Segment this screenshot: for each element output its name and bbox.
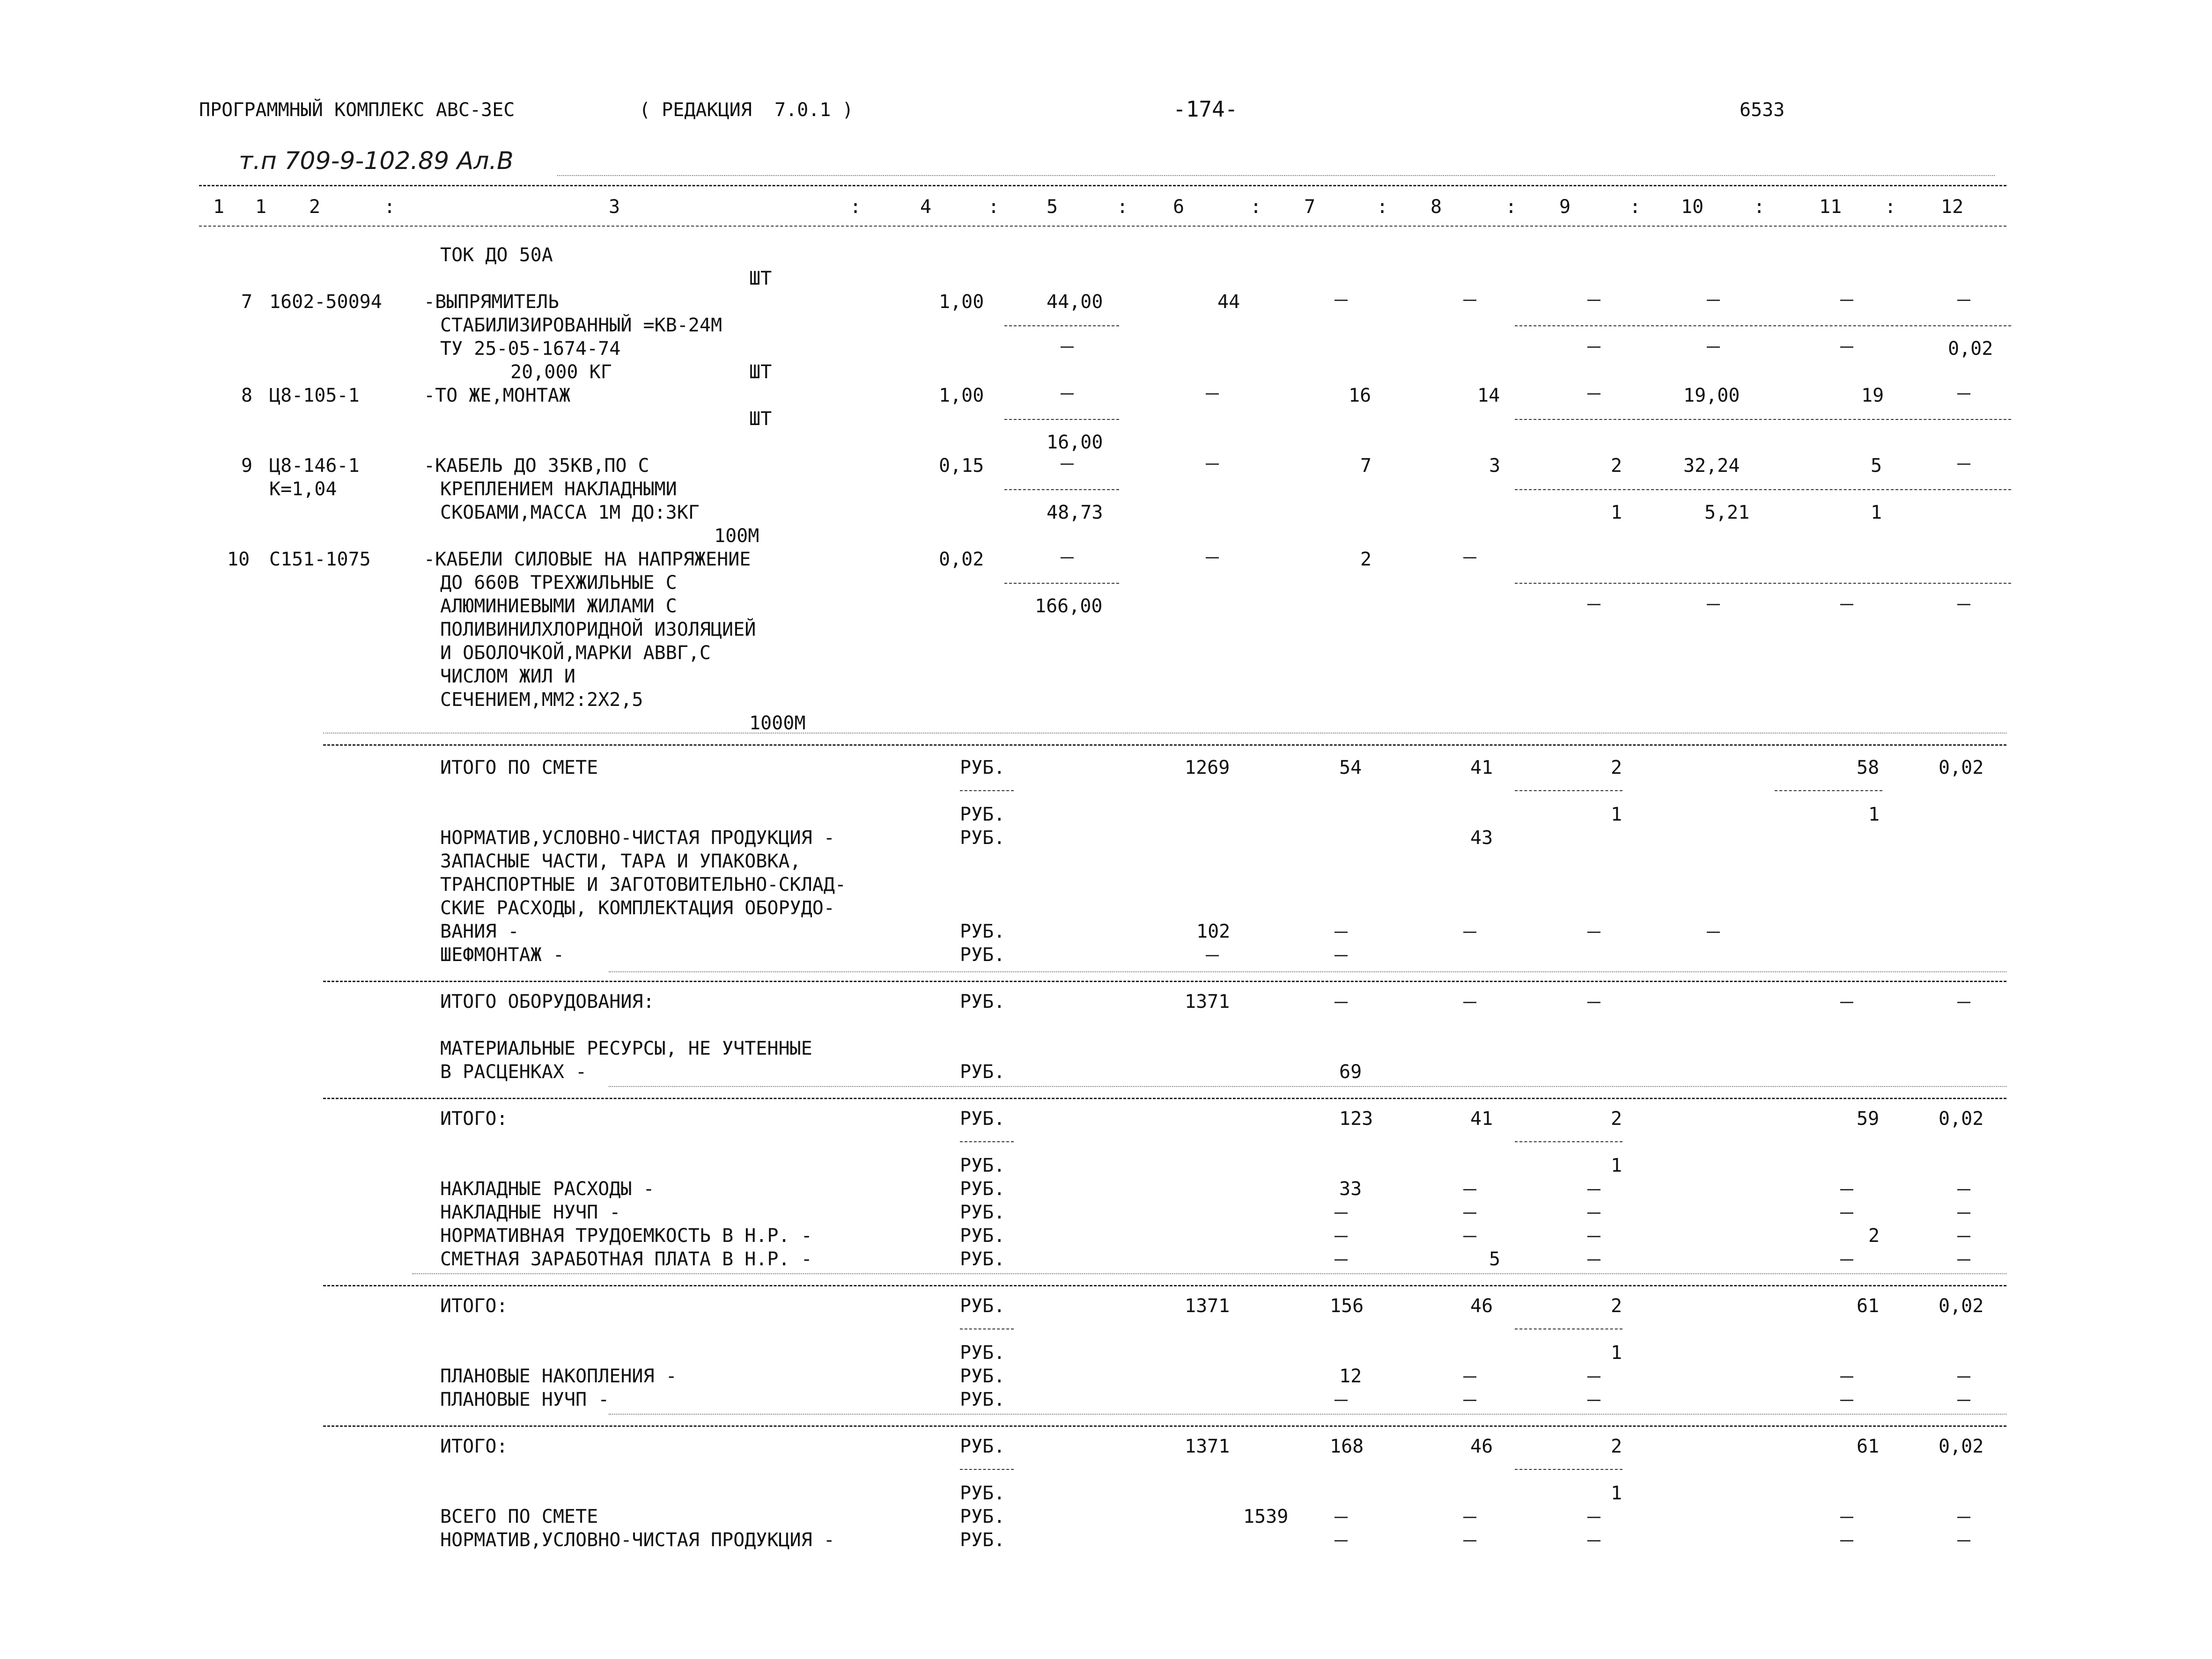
- dash-mark: [1463, 1517, 1476, 1518]
- overhead-unit: РУБ.: [960, 1248, 1005, 1270]
- fraction-line: [1004, 489, 1119, 490]
- norm-line: ВАНИЯ -: [440, 921, 519, 942]
- quantity: 1,00: [939, 291, 984, 313]
- fraction-line: [960, 1141, 1014, 1142]
- row-number: 7: [241, 291, 253, 313]
- col-header: :: [1630, 196, 1641, 218]
- quantity: 0,02: [939, 549, 984, 570]
- dash-mark: [1335, 300, 1348, 301]
- total-col9-bottom: 1: [1611, 1483, 1622, 1504]
- total-col8: 46: [1470, 1295, 1493, 1317]
- item-name-line: -ТО ЖЕ,МОНТАЖ: [424, 385, 571, 406]
- dash-mark: [1061, 393, 1074, 395]
- dash-mark: [1840, 1259, 1853, 1261]
- dash-mark: [1840, 346, 1853, 348]
- item-name-line: ДО 660В ТРЕХЖИЛЬНЫЕ С: [440, 572, 677, 594]
- total-col12: 0,02: [1939, 1436, 1984, 1457]
- dash-mark: [1463, 557, 1476, 558]
- cost-col7: 2: [1360, 549, 1372, 570]
- planned-line: ПЛАНОВЫЕ НУЧП -: [440, 1389, 610, 1410]
- fraction-line: [960, 1469, 1014, 1470]
- total-col6: 1269: [1185, 757, 1230, 778]
- dash-mark: [1335, 955, 1348, 956]
- dash-mark: [1840, 1189, 1853, 1190]
- dash-mark: [1840, 604, 1853, 605]
- item-unit: ШТ: [749, 268, 772, 289]
- item-name-line: -КАБЕЛЬ ДО 35КВ,ПО С: [424, 455, 649, 477]
- overhead-unit: РУБ.: [960, 1202, 1005, 1223]
- grand-norm-label: НОРМАТИВ,УСЛОВНО-ЧИСТАЯ ПРОДУКЦИЯ -: [440, 1529, 835, 1551]
- total-col8: 41: [1470, 1108, 1493, 1130]
- rate-code: С151-1075: [269, 549, 371, 570]
- section-rule: [323, 1425, 2006, 1427]
- total-col7: 54: [1339, 757, 1362, 778]
- dash-mark: [1061, 463, 1074, 465]
- dash-mark: [1587, 1189, 1600, 1190]
- total-col7: 123: [1339, 1108, 1373, 1130]
- dash-mark: [1840, 1400, 1853, 1401]
- norm-unit: РУБ.: [960, 827, 1005, 849]
- col-header: :: [1377, 196, 1388, 218]
- total-col9-bottom: 1: [1611, 804, 1622, 825]
- total-col11: 61: [1857, 1436, 1880, 1457]
- fraction-line: [1515, 1141, 1622, 1142]
- item-unit: ШТ: [749, 408, 772, 430]
- dash-mark: [1206, 463, 1219, 465]
- total-col7: 156: [1330, 1295, 1364, 1317]
- fraction-line: [1515, 489, 2011, 490]
- dash-mark: [1957, 1376, 1970, 1378]
- item-name-line: ТУ 25-05-1674-74: [440, 338, 621, 360]
- col-header: 5: [1047, 196, 1058, 218]
- dash-mark: [1206, 955, 1219, 956]
- dash-mark: [1707, 300, 1720, 301]
- total-col9: 2: [1611, 1436, 1622, 1457]
- dash-mark: [1840, 1212, 1853, 1214]
- dash-mark: [1587, 1540, 1600, 1542]
- dash-mark: [1061, 557, 1074, 558]
- total-col9: 2: [1611, 1108, 1622, 1130]
- item-name-line: АЛЮМИНИЕВЫМИ ЖИЛАМИ С: [440, 595, 677, 617]
- dash-mark: [1957, 1002, 1970, 1003]
- section-rule: [323, 1098, 2006, 1099]
- total-unit: РУБ.: [960, 1108, 1005, 1130]
- dotted-rule: [412, 1273, 2006, 1274]
- total-col11: 61: [1857, 1295, 1880, 1317]
- dash-mark: [1840, 1517, 1853, 1518]
- materials-col7: 69: [1339, 1061, 1362, 1083]
- cost-col10-bottom: 5,21: [1704, 502, 1750, 523]
- dash-mark: [1335, 1002, 1348, 1003]
- unit-price-bottom: 48,73: [1047, 502, 1103, 523]
- col-header: 7: [1304, 196, 1316, 218]
- total-unit: РУБ.: [960, 1483, 1005, 1504]
- dash-mark: [1587, 1002, 1600, 1003]
- norm-line: СКИЕ РАСХОДЫ, КОМПЛЕКТАЦИЯ ОБОРУДО-: [440, 897, 835, 919]
- dash-mark: [1840, 1376, 1853, 1378]
- total-unit: РУБ.: [960, 804, 1005, 825]
- dash-mark: [1587, 604, 1600, 605]
- dash-mark: [1707, 932, 1720, 933]
- total-unit: РУБ.: [960, 757, 1005, 778]
- materials-line: В РАСЦЕНКАХ -: [440, 1061, 587, 1083]
- fraction-line: [1004, 325, 1119, 326]
- dash-mark: [1707, 604, 1720, 605]
- overhead-line: НАКЛАДНЫЕ РАСХОДЫ -: [440, 1178, 655, 1200]
- dash-mark: [1587, 1400, 1600, 1401]
- item-name-line: ЧИСЛОМ ЖИЛ И: [440, 666, 575, 687]
- dash-mark: [1587, 1212, 1600, 1214]
- item-name-line: СКОБАМИ,МАССА 1М ДО:3КГ: [440, 502, 700, 523]
- row-number: 10: [227, 549, 250, 570]
- materials-unit: РУБ.: [960, 1061, 1005, 1083]
- project-code-handwritten: т.п 709-9-102.89 Ал.В: [239, 147, 514, 175]
- overhead-col11: 2: [1868, 1225, 1880, 1247]
- dash-mark: [1587, 346, 1600, 348]
- dash-mark: [1206, 393, 1219, 395]
- dash-mark: [1335, 1400, 1348, 1401]
- dash-mark: [1206, 557, 1219, 558]
- overhead-unit: РУБ.: [960, 1225, 1005, 1247]
- col-header: 4: [920, 196, 932, 218]
- shefmontazh-unit: РУБ.: [960, 944, 1005, 966]
- norm-line: НОРМАТИВ,УСЛОВНО-ЧИСТАЯ ПРОДУКЦИЯ -: [440, 827, 835, 849]
- dash-mark: [1957, 1236, 1970, 1237]
- total-col9-bottom: 1: [1611, 1155, 1622, 1176]
- dash-mark: [1707, 346, 1720, 348]
- sheet-number: 6533: [1740, 99, 1785, 121]
- section-rule: [323, 981, 2006, 982]
- norm-col8: 43: [1470, 827, 1493, 849]
- col-header: :: [1117, 196, 1128, 218]
- quantity: 1,00: [939, 385, 984, 406]
- item-name-line: СЕЧЕНИЕМ,ММ2:2Х2,5: [440, 689, 643, 711]
- item-name-line: -КАБЕЛИ СИЛОВЫЕ НА НАПРЯЖЕНИЕ: [424, 549, 751, 570]
- dash-mark: [1463, 932, 1476, 933]
- total-label: ИТОГО:: [440, 1108, 508, 1130]
- header-bottom-rule: [199, 226, 2006, 227]
- grand-total-label: ВСЕГО ПО СМЕТЕ: [440, 1506, 598, 1527]
- col-header: 2: [309, 196, 321, 218]
- item-unit: 1000М: [749, 712, 806, 734]
- edition: ( РЕДАКЦИЯ 7.0.1 ): [639, 99, 854, 121]
- dash-mark: [1957, 1259, 1970, 1261]
- total-col11: 58: [1857, 757, 1880, 778]
- col-header: :: [988, 196, 1000, 218]
- fraction-line: [960, 790, 1014, 791]
- fraction-line: [1004, 419, 1119, 420]
- col-header: 9: [1559, 196, 1571, 218]
- col-header: 11: [1819, 196, 1842, 218]
- col-header: 10: [1681, 196, 1704, 218]
- norm-line: ЗАПАСНЫЕ ЧАСТИ, ТАРА И УПАКОВКА,: [440, 851, 801, 872]
- total-col12: 0,02: [1939, 1108, 1984, 1130]
- dotted-rule: [557, 175, 1995, 176]
- total-col9: 2: [1611, 1295, 1622, 1317]
- norm-unit: РУБ.: [960, 921, 1005, 942]
- dash-mark: [1335, 1212, 1348, 1214]
- dash-mark: [1335, 1517, 1348, 1518]
- coefficient: К=1,04: [269, 478, 337, 500]
- dash-mark: [1840, 1002, 1853, 1003]
- rate-code: Ц8-105-1: [269, 385, 360, 406]
- dash-mark: [1957, 463, 1970, 465]
- dash-mark: [1587, 1517, 1600, 1518]
- total-col11: 59: [1857, 1108, 1880, 1130]
- col-header: :: [850, 196, 862, 218]
- cost-col9: 2: [1611, 455, 1622, 477]
- dash-mark: [1587, 1259, 1600, 1261]
- total-col12: 0,02: [1939, 757, 1984, 778]
- page-number: -174-: [1173, 96, 1238, 122]
- planned-line: ПЛАНОВЫЕ НАКОПЛЕНИЯ -: [440, 1365, 677, 1387]
- total-label: ИТОГО ПО СМЕТЕ: [440, 757, 598, 778]
- col-header: :: [1505, 196, 1517, 218]
- item-name-line: И ОБОЛОЧКОЙ,МАРКИ АВВГ,С: [440, 642, 711, 664]
- dash-mark: [1463, 1212, 1476, 1214]
- total-unit: РУБ.: [960, 1295, 1005, 1317]
- cost-col10: 32,24: [1683, 455, 1740, 477]
- table-top-rule: [199, 185, 2006, 186]
- total-col12: 0,02: [1939, 1295, 1984, 1317]
- overhead-col7: 33: [1339, 1178, 1362, 1200]
- total-col6: 1371: [1185, 1295, 1230, 1317]
- dash-mark: [1463, 1189, 1476, 1190]
- total-col9-bottom: 1: [1611, 1342, 1622, 1364]
- cost-col10: 19,00: [1683, 385, 1740, 406]
- cost-col9-bottom: 1: [1611, 502, 1622, 523]
- col-header: 1: [213, 196, 225, 218]
- total-label: ИТОГО ОБОРУДОВАНИЯ:: [440, 991, 655, 1013]
- cost-col8: 14: [1477, 385, 1500, 406]
- cost-equipment: 44: [1217, 291, 1240, 313]
- item-name-line: КРЕПЛЕНИЕМ НАКЛАДНЫМИ: [440, 478, 677, 500]
- col-header: 12: [1941, 196, 1964, 218]
- overhead-line: НАКЛАДНЫЕ НУЧП -: [440, 1202, 621, 1223]
- total-unit: РУБ.: [960, 1155, 1005, 1176]
- row-number: 9: [241, 455, 253, 477]
- rate-code: Ц8-146-1: [269, 455, 360, 477]
- total-label: ИТОГО:: [440, 1295, 508, 1317]
- planned-unit: РУБ.: [960, 1365, 1005, 1387]
- dash-mark: [1957, 1189, 1970, 1190]
- overhead-line: СМЕТНАЯ ЗАРАБОТНАЯ ПЛАТА В Н.Р. -: [440, 1248, 812, 1270]
- dotted-rule: [609, 1086, 2006, 1087]
- grand-total-value: 1539: [1243, 1506, 1289, 1527]
- item-name-line: 20,000 КГ: [510, 361, 612, 383]
- planned-unit: РУБ.: [960, 1389, 1005, 1410]
- dash-mark: [1957, 604, 1970, 605]
- col-header: :: [1250, 196, 1262, 218]
- item-unit: 100М: [714, 525, 759, 547]
- rate-code: 1602-50094: [269, 291, 382, 313]
- total-unit: РУБ.: [960, 1436, 1005, 1457]
- dash-mark: [1957, 1400, 1970, 1401]
- dotted-rule: [609, 971, 2006, 972]
- dash-mark: [1957, 1517, 1970, 1518]
- materials-line: МАТЕРИАЛЬНЫЕ РЕСУРСЫ, НЕ УЧТЕННЫЕ: [440, 1038, 812, 1059]
- row-number: 8: [241, 385, 253, 406]
- total-col8: 46: [1470, 1436, 1493, 1457]
- cost-col11: 5: [1871, 455, 1882, 477]
- dash-mark: [1840, 1540, 1853, 1542]
- dash-mark: [1463, 300, 1476, 301]
- dash-mark: [1335, 932, 1348, 933]
- dotted-rule: [323, 733, 2006, 734]
- dash-mark: [1587, 393, 1600, 395]
- col-header: :: [1885, 196, 1896, 218]
- col-header: :: [1754, 196, 1765, 218]
- grand-norm-unit: РУБ.: [960, 1529, 1005, 1551]
- fraction-line: [1515, 583, 2011, 584]
- total-col6: 1371: [1185, 1436, 1230, 1457]
- dash-mark: [1335, 1259, 1348, 1261]
- item-name-line: -ВЫПРЯМИТЕЛЬ: [424, 291, 559, 313]
- section-rule: [323, 744, 2006, 746]
- norm-col6: 102: [1196, 921, 1231, 942]
- total-col6: 1371: [1185, 991, 1230, 1013]
- unit-price-bottom: 166,00: [1035, 595, 1103, 617]
- dash-mark: [1463, 1540, 1476, 1542]
- fraction-line: [1515, 790, 1622, 791]
- total-col11-bottom: 1: [1868, 804, 1880, 825]
- planned-col7: 12: [1339, 1365, 1362, 1387]
- total-unit: РУБ.: [960, 991, 1005, 1013]
- quantity: 0,15: [939, 455, 984, 477]
- item-name-line: СТАБИЛИЗИРОВАННЫЙ =КВ-24М: [440, 315, 723, 336]
- cost-col7: 16: [1349, 385, 1371, 406]
- dash-mark: [1957, 1540, 1970, 1542]
- program-name: ПРОГРАММНЫЙ КОМПЛЕКС АВС-3ЕС: [199, 99, 515, 121]
- dash-mark: [1957, 1212, 1970, 1214]
- total-col7: 168: [1330, 1436, 1364, 1457]
- fraction-line: [1515, 325, 2011, 326]
- item-name-line: ПОЛИВИНИЛХЛОРИДНОЙ ИЗОЛЯЦИЕЙ: [440, 619, 756, 640]
- dash-mark: [1587, 1236, 1600, 1237]
- cost-col11: 19: [1861, 385, 1884, 406]
- dash-mark: [1335, 1540, 1348, 1542]
- fraction-line: [1515, 419, 2011, 420]
- unit-price: 44,00: [1047, 291, 1103, 313]
- shefmontazh-label: ШЕФМОНТАЖ -: [440, 944, 564, 966]
- cost-col7: 7: [1360, 455, 1372, 477]
- cost-col12-bottom: 0,02: [1948, 338, 1993, 360]
- total-col8: 41: [1470, 757, 1493, 778]
- dotted-rule: [609, 1414, 2006, 1415]
- col-header: :: [384, 196, 396, 218]
- total-col9: 2: [1611, 757, 1622, 778]
- col-header: 1: [255, 196, 267, 218]
- overhead-line: НОРМАТИВНАЯ ТРУДОЕМКОСТЬ В Н.Р. -: [440, 1225, 812, 1247]
- norm-line: ТРАНСПОРТНЫЕ И ЗАГОТОВИТЕЛЬНО-СКЛАД-: [440, 874, 846, 896]
- item-name-line: ТОК ДО 50А: [440, 244, 553, 266]
- fraction-line: [1004, 583, 1119, 584]
- dash-mark: [1587, 932, 1600, 933]
- unit-price-bottom: 16,00: [1047, 432, 1103, 453]
- fraction-line: [1515, 1469, 1622, 1470]
- col-header: 3: [609, 196, 620, 218]
- dash-mark: [1335, 1236, 1348, 1237]
- cost-col8: 3: [1489, 455, 1501, 477]
- cost-col11-bottom: 1: [1871, 502, 1882, 523]
- dash-mark: [1587, 300, 1600, 301]
- col-header: 8: [1430, 196, 1442, 218]
- overhead-col8: 5: [1489, 1248, 1501, 1270]
- section-rule: [323, 1285, 2006, 1286]
- total-label: ИТОГО:: [440, 1436, 508, 1457]
- dash-mark: [1463, 1400, 1476, 1401]
- dash-mark: [1957, 393, 1970, 395]
- item-unit: ШТ: [749, 361, 772, 383]
- fraction-line: [1775, 790, 1882, 791]
- dash-mark: [1840, 300, 1853, 301]
- dash-mark: [1463, 1236, 1476, 1237]
- overhead-unit: РУБ.: [960, 1178, 1005, 1200]
- grand-total-unit: РУБ.: [960, 1506, 1005, 1527]
- dash-mark: [1061, 346, 1074, 348]
- dash-mark: [1463, 1376, 1476, 1378]
- col-header: 6: [1173, 196, 1185, 218]
- dash-mark: [1463, 1002, 1476, 1003]
- dash-mark: [1587, 1376, 1600, 1378]
- dash-mark: [1957, 300, 1970, 301]
- total-unit: РУБ.: [960, 1342, 1005, 1364]
